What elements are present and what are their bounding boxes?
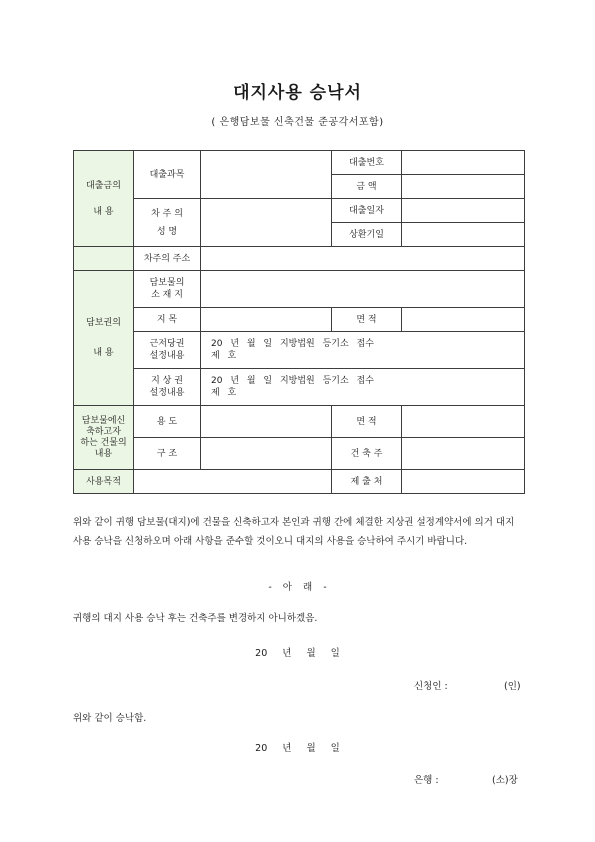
collateral-location-field[interactable] bbox=[201, 271, 525, 308]
building-structure-field[interactable] bbox=[201, 438, 332, 470]
building-section-label: 담보물에신 축하고자 하는 건물의 내용 bbox=[74, 406, 134, 470]
loan-section-label-cont bbox=[74, 247, 134, 271]
surface-right-label: 지 상 권 설정내용 bbox=[134, 369, 201, 406]
borrower-name-label: 차 주 의 성 명 bbox=[134, 199, 201, 247]
building-builder-label: 건 축 주 bbox=[332, 438, 402, 470]
request-paragraph: 위와 같이 귀행 담보물(대지)에 건물을 신축하고자 본인과 귀행 간에 체결한 지상권 설정계약서에 의거 대지 사용 승낙을 신청하오며 아래 사항을 준수할 것이오니 대지의 사용을 승낙하여 주시기 바랍니다. bbox=[73, 517, 515, 547]
applicant-seal: (인) bbox=[504, 681, 521, 692]
approval-text: 위와 같이 승낙함. bbox=[73, 713, 147, 724]
submit-to-label: 제 출 처 bbox=[332, 470, 402, 494]
purpose-label: 사용목적 bbox=[74, 470, 134, 494]
purpose-field[interactable] bbox=[134, 470, 332, 494]
collateral-section-label: 담보권의 내 용 bbox=[74, 271, 134, 406]
due-date-label: 상환기일 bbox=[332, 223, 402, 247]
building-area-label: 면 적 bbox=[332, 406, 402, 438]
building-builder-field[interactable] bbox=[402, 438, 525, 470]
application-form-table bbox=[73, 150, 525, 494]
borrower-name-field[interactable] bbox=[201, 199, 332, 247]
document-title: 대지사용 승낙서 bbox=[233, 83, 362, 103]
pledge-text: 귀행의 대지 사용 승낙 후는 건축주를 변경하지 아니하겠음. bbox=[73, 613, 318, 624]
loan-subject-field[interactable] bbox=[201, 151, 332, 199]
due-date-field[interactable] bbox=[402, 223, 525, 247]
applicant-label: 신청인 : bbox=[414, 681, 448, 692]
building-use-field[interactable] bbox=[201, 406, 332, 438]
submit-to-field[interactable] bbox=[402, 470, 525, 494]
land-category-field[interactable] bbox=[201, 308, 332, 332]
land-area-field[interactable] bbox=[402, 308, 525, 332]
borrower-address-field[interactable] bbox=[201, 247, 525, 271]
building-area-field[interactable] bbox=[402, 406, 525, 438]
bank-label: 은행 : bbox=[414, 775, 439, 786]
loan-section-label: 대출금의 내 용 bbox=[74, 151, 134, 247]
borrower-address-label: 차주의 주소 bbox=[134, 247, 201, 271]
land-category-label: 지 목 bbox=[134, 308, 201, 332]
loan-subject-label: 대출과목 bbox=[134, 151, 201, 199]
approval-date: 20 년 월 일 bbox=[255, 743, 340, 754]
building-structure-label: 구 조 bbox=[134, 438, 201, 470]
application-date: 20 년 월 일 bbox=[255, 648, 340, 659]
mortgage-registration-field[interactable]: 20 년 월 일 지방법원 등기소 접수 제 호 bbox=[201, 332, 525, 369]
bank-manager-seal: (소)장 bbox=[492, 775, 518, 786]
collateral-location-label: 담보물의 소 재 지 bbox=[134, 271, 201, 308]
land-area-label: 면 적 bbox=[332, 308, 402, 332]
loan-date-label: 대출일자 bbox=[332, 199, 402, 223]
loan-date-field[interactable] bbox=[402, 199, 525, 223]
below-heading: - 아 래 - bbox=[268, 582, 327, 593]
loan-amount-label: 금 액 bbox=[332, 175, 402, 199]
building-use-label: 용 도 bbox=[134, 406, 201, 438]
document-subtitle: ( 은행담보물 신축건물 준공각서포함) bbox=[211, 117, 384, 128]
surface-right-registration-field[interactable]: 20 년 월 일 지방법원 등기소 접수 제 호 bbox=[201, 369, 525, 406]
loan-number-field[interactable] bbox=[402, 151, 525, 175]
loan-amount-field[interactable] bbox=[402, 175, 525, 199]
loan-number-label: 대출번호 bbox=[332, 151, 402, 175]
mortgage-label: 근저당권 설정내용 bbox=[134, 332, 201, 369]
